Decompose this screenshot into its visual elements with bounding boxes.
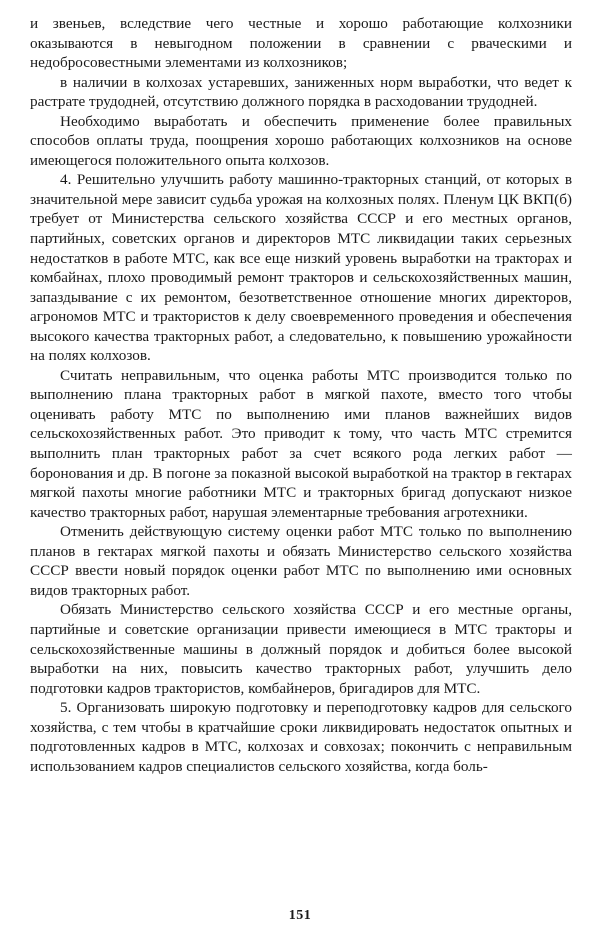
paragraph-2: в наличии в колхозах устаревших, заниженных норм выработки, что ведет к растрате трудодней, отсутствию должного порядка в расходовании трудодней.: [30, 73, 572, 111]
paragraph-5: Считать неправильным, что оценка работы МТС производится только по выполнению плана тракторных работ в мягкой пахоте, вместо того чтобы оценивать работу МТС по выполнению ими планов важнейших видов сельскохозяйственных работ. Это приводит к тому, что часть МТС стремится выполнить план тракторных работ за счет всякого рода легких работ — боронования и др. В погоне за показной высокой выработкой на трактор в гектарах мягкой пахоты многие работники МТС и тракторных бригад допускают низкое качество тракторных работ, нарушая элементарные требования агротехники.: [30, 366, 572, 521]
paragraph-6: Отменить действующую систему оценки работ МТС только по выполнению планов в гектарах мягкой пахоты и обязать Министерство сельского хозяйства СССР ввести новый порядок оценки работ МТС по выполнению ими основных видов тракторных работ.: [30, 523, 572, 599]
paragraph-8: 5. Организовать широкую подготовку и переподготовку кадров для сельского хозяйства, с тем чтобы в кратчайшие сроки ликвидировать недостаток опытных и подготовленных кадров в МТС, колхозах и совхозах; покончить с неправильным использованием кадров специалистов сельского хозяйства, когда боль-: [30, 699, 572, 775]
paragraph-7: Обязать Министерство сельского хозяйства СССР и его местные органы, партийные и советские организации привести имеющиеся в МТС тракторы и сельскохозяйственные машины в должный порядок и добиться более высокой выработки на них, повысить качество тракторных работ, улучшить дело подготовки кадров трактористов, комбайнеров, бригадиров для МТС.: [30, 601, 572, 697]
paragraph-3: Необходимо выработать и обеспечить применение более правильных способов оплаты труда, поощрения хорошо работающих колхозников на основе имеющегося положительного опыта колхозов.: [30, 112, 572, 169]
paragraph-4: 4. Решительно улучшить работу машинно-тракторных станций, от которых в значительной мере зависит судьба урожая на колхозных полях. Пленум ЦК ВКП(б) требует от Министерства сельского хозяйства СССР и его местных органов, партийных, советских органов и директоров МТС ликвидации таких серьезных недостатков в работе МТС, как все еще низкий уровень выработки на тракторах и комбайнах, плохо проводимый ремонт тракторов и сельскохозяйственных машин, запаздывание с их ремонтом, безответственное отношение многих директоров, агрономов МТС и трактористов к делу своевременного проведения и обеспечения высокого качества тракторных работ, а следовательно, к повышению урожайности на полях колхозов.: [30, 171, 572, 365]
text-page: [30, 14, 572, 914]
page-number: 151: [288, 908, 312, 923]
paragraph-1: и звеньев, вследствие чего честные и хорошо работающие колхозники оказываются в невыгодном положении в сравнении с рваческими и недобросовестными элементами из колхозников;: [30, 15, 572, 72]
